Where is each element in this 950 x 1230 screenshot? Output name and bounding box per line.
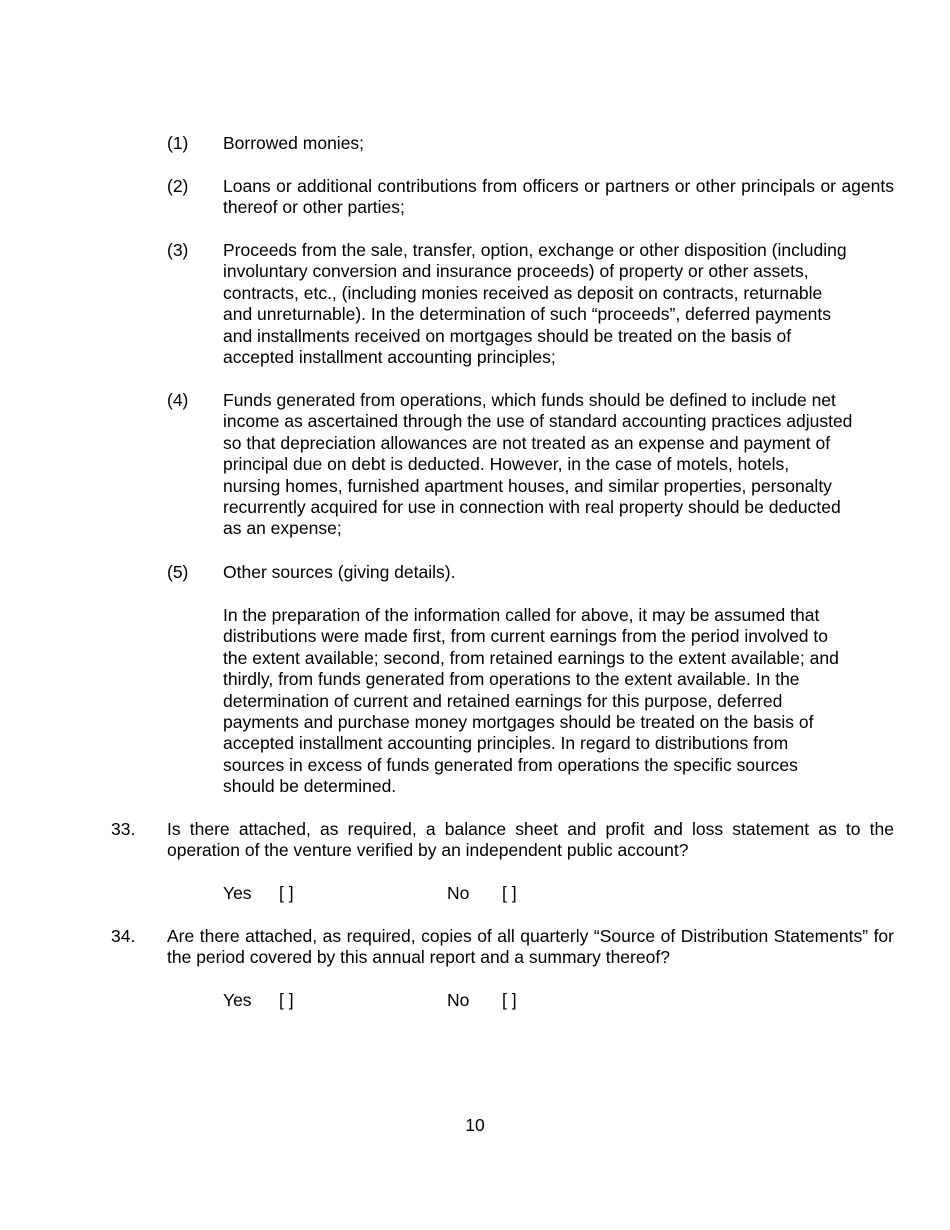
item-number: (5) <box>167 562 189 582</box>
text-line: the extent available; second, from retained earnings to the extent available; and <box>223 647 839 668</box>
no-label: No <box>447 990 470 1010</box>
text-line: In the preparation of the information called for above, it may be assumed that <box>223 605 820 625</box>
text-line: principal due on debt is deducted. However, in the case of motels, hotels, <box>223 454 790 475</box>
item-text: Other sources (giving details). <box>223 562 456 582</box>
text-line: should be determined. <box>223 776 397 797</box>
answer-row-34 <box>223 990 623 1012</box>
question-number: 34. <box>111 926 136 946</box>
yes-label: Yes <box>223 990 252 1010</box>
page-number: 10 <box>465 1115 485 1135</box>
text-line: Proceeds from the sale, transfer, option, exchange or other disposition (including <box>223 240 847 260</box>
yes-checkbox[interactable]: [ ] <box>279 883 294 903</box>
item-text: Loans or additional contributions from officers or partners or other principals or agents thereof or other parties; <box>223 176 894 218</box>
no-checkbox[interactable]: [ ] <box>502 883 517 903</box>
yes-checkbox[interactable]: [ ] <box>279 990 294 1010</box>
text-line: determination of current and retained earnings for this purpose, deferred <box>223 690 783 711</box>
text-line: involuntary conversion and insurance proceeds) of property or other assets, <box>223 261 809 282</box>
item-number: (1) <box>167 133 189 153</box>
text-line: Funds generated from operations, which funds should be defined to include net <box>223 390 836 410</box>
no-checkbox[interactable]: [ ] <box>502 990 517 1010</box>
text-line: nursing homes, furnished apartment houses, and similar properties, personalty <box>223 475 832 496</box>
question-34 <box>111 926 894 969</box>
question-text: Are there attached, as required, copies of all quarterly “Source of Distribution Statements” for the period covered by this annual report and a summary thereof? <box>167 926 894 968</box>
text-line: income as ascertained through the use of standard accounting practices adjusted <box>223 411 853 432</box>
item-number: (2) <box>167 176 189 196</box>
item-number: (4) <box>167 390 189 410</box>
item-text <box>223 390 894 540</box>
no-label: No <box>447 883 470 903</box>
list-item-3 <box>167 240 894 368</box>
text-line: so that depreciation allowances are not treated as an expense and payment of <box>223 432 831 453</box>
text-line: contracts, etc., (including monies received as deposit on contracts, returnable <box>223 282 823 303</box>
answer-row-33 <box>223 883 623 905</box>
distribution-note <box>223 605 894 798</box>
yes-label: Yes <box>223 883 252 903</box>
text-line: as an expense; <box>223 518 342 539</box>
text-line: sources in excess of funds generated from operations the specific sources <box>223 754 798 775</box>
text-line: accepted installment accounting principles; <box>223 347 556 368</box>
text-line: recurrently acquired for use in connection with real property should be deducted <box>223 497 841 518</box>
question-text: Is there attached, as required, a balance sheet and profit and loss statement as to the operation of the venture verified by an independent public account? <box>167 819 894 861</box>
item-number: (3) <box>167 240 189 260</box>
text-line: accepted installment accounting principles. In regard to distributions from <box>223 733 789 754</box>
text-line: and installments received on mortgages should be treated on the basis of <box>223 325 792 346</box>
list-item-2 <box>167 176 894 219</box>
list-item-4 <box>167 390 894 540</box>
text-line: payments and purchase money mortgages should be treated on the basis of <box>223 712 814 733</box>
question-number: 33. <box>111 819 136 839</box>
list-item-5 <box>167 562 894 583</box>
list-item-1 <box>167 133 894 154</box>
item-text: Borrowed monies; <box>223 133 365 153</box>
item-text <box>223 240 894 368</box>
text-line: thirdly, from funds generated from operations to the extent available. In the <box>223 669 800 690</box>
question-33 <box>111 819 894 862</box>
text-line: and unreturnable). In the determination of such “proceeds”, deferred payments <box>223 304 831 325</box>
text-line: distributions were made first, from current earnings from the period involved to <box>223 626 828 647</box>
